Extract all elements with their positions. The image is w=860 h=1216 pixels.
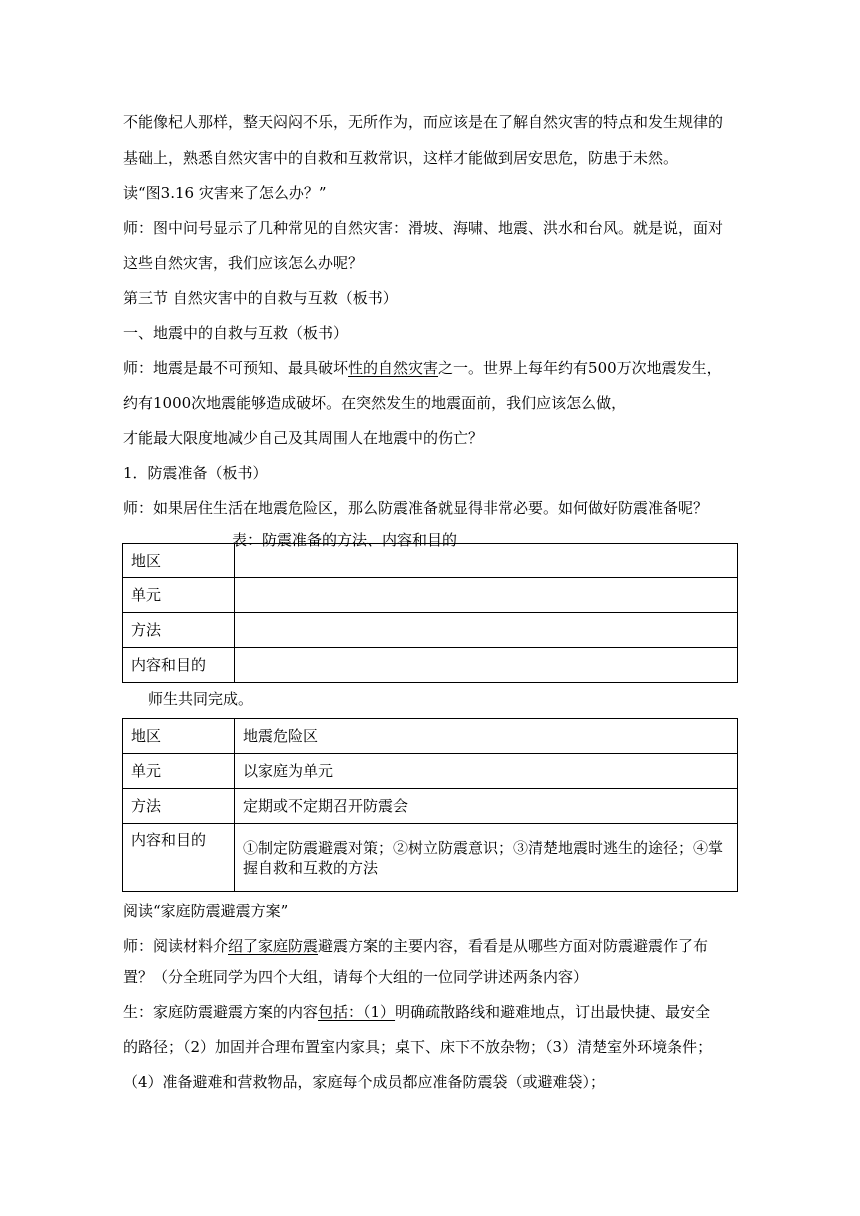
table-row [123, 754, 738, 789]
table-cell-value [235, 613, 738, 648]
text-run: 生：家庭防震避震方案的内容 [123, 1003, 319, 1021]
paragraph-line: 约有1000次地震能够造成破坏。在突然发生的地震面前，我们应该怎么做， [123, 394, 627, 412]
underlined-text: 绍了家庭防震 [228, 937, 319, 955]
text-run: 避震方案的主要内容，看看是从哪些方面对防震避震作了布 [318, 937, 709, 955]
cell-text-line: ①制定防震避震对策；②树立防震意识；③清楚地震时逃生的途径；④掌 [243, 838, 724, 857]
table-cell-label: 地区 [123, 544, 235, 578]
table-row [123, 824, 738, 892]
paragraph-line [123, 936, 743, 956]
table-row [123, 789, 738, 824]
table-cell-label: 方法 [123, 789, 235, 824]
table-cell-label: 内容和目的 [123, 648, 235, 683]
table-cell-value: 以家庭为单元 [235, 754, 738, 789]
table-cell-value: 地震危险区 [235, 719, 738, 754]
paragraph-line: 的路径；（2）加固并合理布置室内家具；桌下、床下不放杂物；（3）清楚室外环境条件； [123, 1038, 713, 1056]
text-run: 师：阅读材料介 [123, 937, 229, 955]
filled-table [122, 718, 738, 892]
paragraph-line [123, 1002, 743, 1022]
table-cell-value: 定期或不定期召开防震会 [235, 789, 738, 824]
table-cell-label: 地区 [123, 719, 235, 754]
paragraph-line: 这些自然灾害，我们应该怎么办呢？ [123, 254, 364, 272]
table-cell-value [235, 544, 738, 578]
underlined-text: 性的自然灾害 [348, 359, 439, 377]
paragraph-line: （4）准备避难和营救物品，家庭每个成员都应准备防震袋（或避难袋）； [123, 1073, 606, 1091]
table-cell-label: 单元 [123, 578, 235, 613]
paragraph-line [123, 358, 743, 378]
paragraph-line: 师：如果居住生活在地震危险区，那么防震准备就显得非常必要。如何做好防震准备呢？ [123, 499, 709, 517]
text-run: 师：地震是最不可预知、最具破坏 [123, 359, 349, 377]
paragraph-line: 阅读“家庭防震避震方案” [123, 902, 289, 920]
subsection-heading: 一、地震中的自救与互救（板书） [123, 324, 349, 342]
paragraph-line: 置？（分全班同学为四个大组，请每个大组的一位同学讲述两条内容） [123, 968, 589, 986]
paragraph-line: 不能像杞人那样，整天闷闷不乐，无所作为，而应该是在了解自然灾害的特点和发生规律的 [123, 113, 724, 131]
table-row [123, 578, 738, 613]
text-run: 之一。世界上每年约有500万次地震发生， [438, 359, 722, 377]
table-caption: 表：防震准备的方法、内容和目的 [232, 531, 458, 549]
paragraph-line: 才能最大限度地减少自己及其周围人在地震中的伤亡？ [123, 429, 484, 447]
table-cell-value [235, 824, 738, 892]
table-row [123, 544, 738, 578]
item-heading: 1．防震准备（板书） [123, 464, 268, 482]
paragraph-line: 师生共同完成。 [148, 690, 254, 708]
table-cell-value [235, 578, 738, 613]
table-cell-label: 单元 [123, 754, 235, 789]
cell-text-line: 握自救和互救的方法 [243, 858, 379, 877]
paragraph-line: 读“图3.16 灾害来了怎么办？” [123, 184, 327, 202]
paragraph-line: 师：图中问号显示了几种常见的自然灾害：滑坡、海啸、地震、洪水和台风。就是说，面对 [123, 219, 724, 237]
underlined-text: 包括：（1） [318, 1003, 396, 1021]
table-cell-value [235, 648, 738, 683]
section-heading: 第三节 自然灾害中的自救与互救（板书） [123, 289, 398, 307]
table-row [123, 613, 738, 648]
paragraph-line: 基础上，熟悉自然灾害中的自救和互救常识，这样才能做到居安思危，防患于未然。 [123, 149, 679, 167]
table-cell-label: 方法 [123, 613, 235, 648]
text-run: 明确疏散路线和避难地点，订出最快捷、最安全 [395, 1003, 711, 1021]
table-row [123, 719, 738, 754]
blank-table [122, 543, 738, 683]
table-row [123, 648, 738, 683]
table-cell-label: 内容和目的 [123, 824, 235, 892]
